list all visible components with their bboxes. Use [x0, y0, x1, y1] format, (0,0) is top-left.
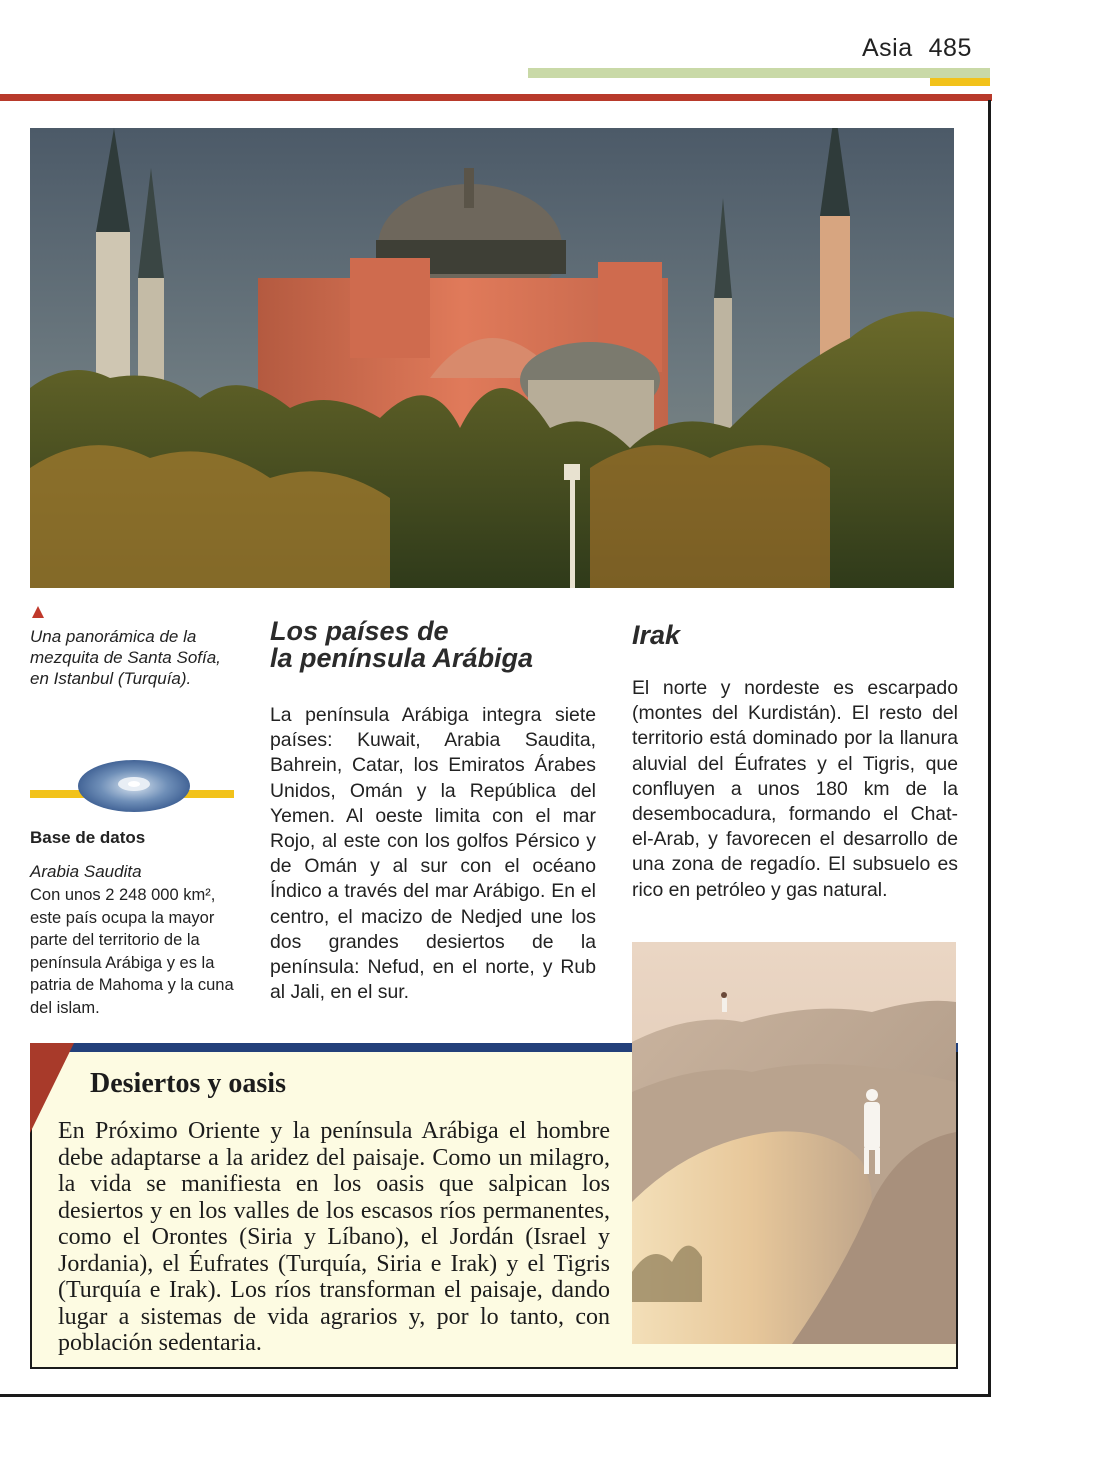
running-head: [862, 34, 972, 63]
bottom-rule: [0, 1394, 991, 1397]
header-yellow-bar: [930, 78, 990, 86]
photo-caption: Una panorámica de la mezquita de Santa Sofía, en Istanbul (Turquía).: [30, 627, 221, 688]
section-body-arabia: La península Arábiga integra siete países: Kuwait, Arabia Saudita, Bahrein, Catar, los Emiratos Árabes Unidos, Omán y la República del Yemen. Al oeste limita con el mar Rojo, al este con los golfos Pérsico y de Omán y al sur con el océano Índico a través del mar Arábigo. En el centro, el macizo de Nedjed une los dos grandes desiertos de la península: Nefud, en el norte, y Rub al Jali, en el sur.: [270, 704, 596, 1004]
section-body-irak: El norte y nordeste es escarpado (montes del Kurdistán). El resto del territorio está dominado por la llanura aluvial del Éufrates y el Tigris, que confluyen a unos 180 km de la desembocadura, formando el Chat-el-Arab, y favorecen el desarrollo de una zona de regadío. El subsuelo es rico en petróleo y gas natural.: [632, 677, 958, 901]
right-margin-rule: [988, 100, 991, 1396]
database-subtitle: Arabia Saudita: [30, 862, 142, 881]
page-number: 485: [928, 34, 972, 62]
heading-line-2: la península Arábiga: [270, 643, 534, 673]
hagia-sophia-photo: [30, 128, 954, 588]
section-heading-irak: Irak: [632, 620, 681, 650]
database-text: Con unos 2 248 000 km², este país ocupa la mayor parte del territorio de la península Arábiga y es la patria de Mahoma y la cuna del islam.: [30, 886, 234, 1017]
cd-disc-icon: [76, 758, 192, 814]
heading-line-1: Los países de: [270, 616, 449, 646]
database-title: Base de datos: [30, 828, 146, 847]
header-green-bar: [528, 68, 990, 78]
box-heading: Desiertos y oasis: [90, 1068, 286, 1099]
section-heading-arabia: [270, 618, 600, 672]
desert-photo: [632, 942, 956, 1344]
section-title: Asia: [862, 34, 913, 62]
box-body: En Próximo Oriente y la península Arábiga el hombre debe adaptarse a la aridez del paisaje. Como un milagro, la vida se manifiesta en los oasis que salpican los desiertos y en los valles de los escasos ríos permanentes, como el Orontes (Siria y Líbano), el Jordán (Israel y Jordania), el Éufrates (Turquía, Siria e Irak) y el Tigris (Turquía e Irak). Los ríos transforman el paisaje, dando lugar a sistemas de vida agrarios y, por lo tanto, con población sedentaria.: [58, 1118, 610, 1356]
header-red-rule: [0, 94, 992, 101]
caption-marker-icon: [32, 606, 44, 618]
